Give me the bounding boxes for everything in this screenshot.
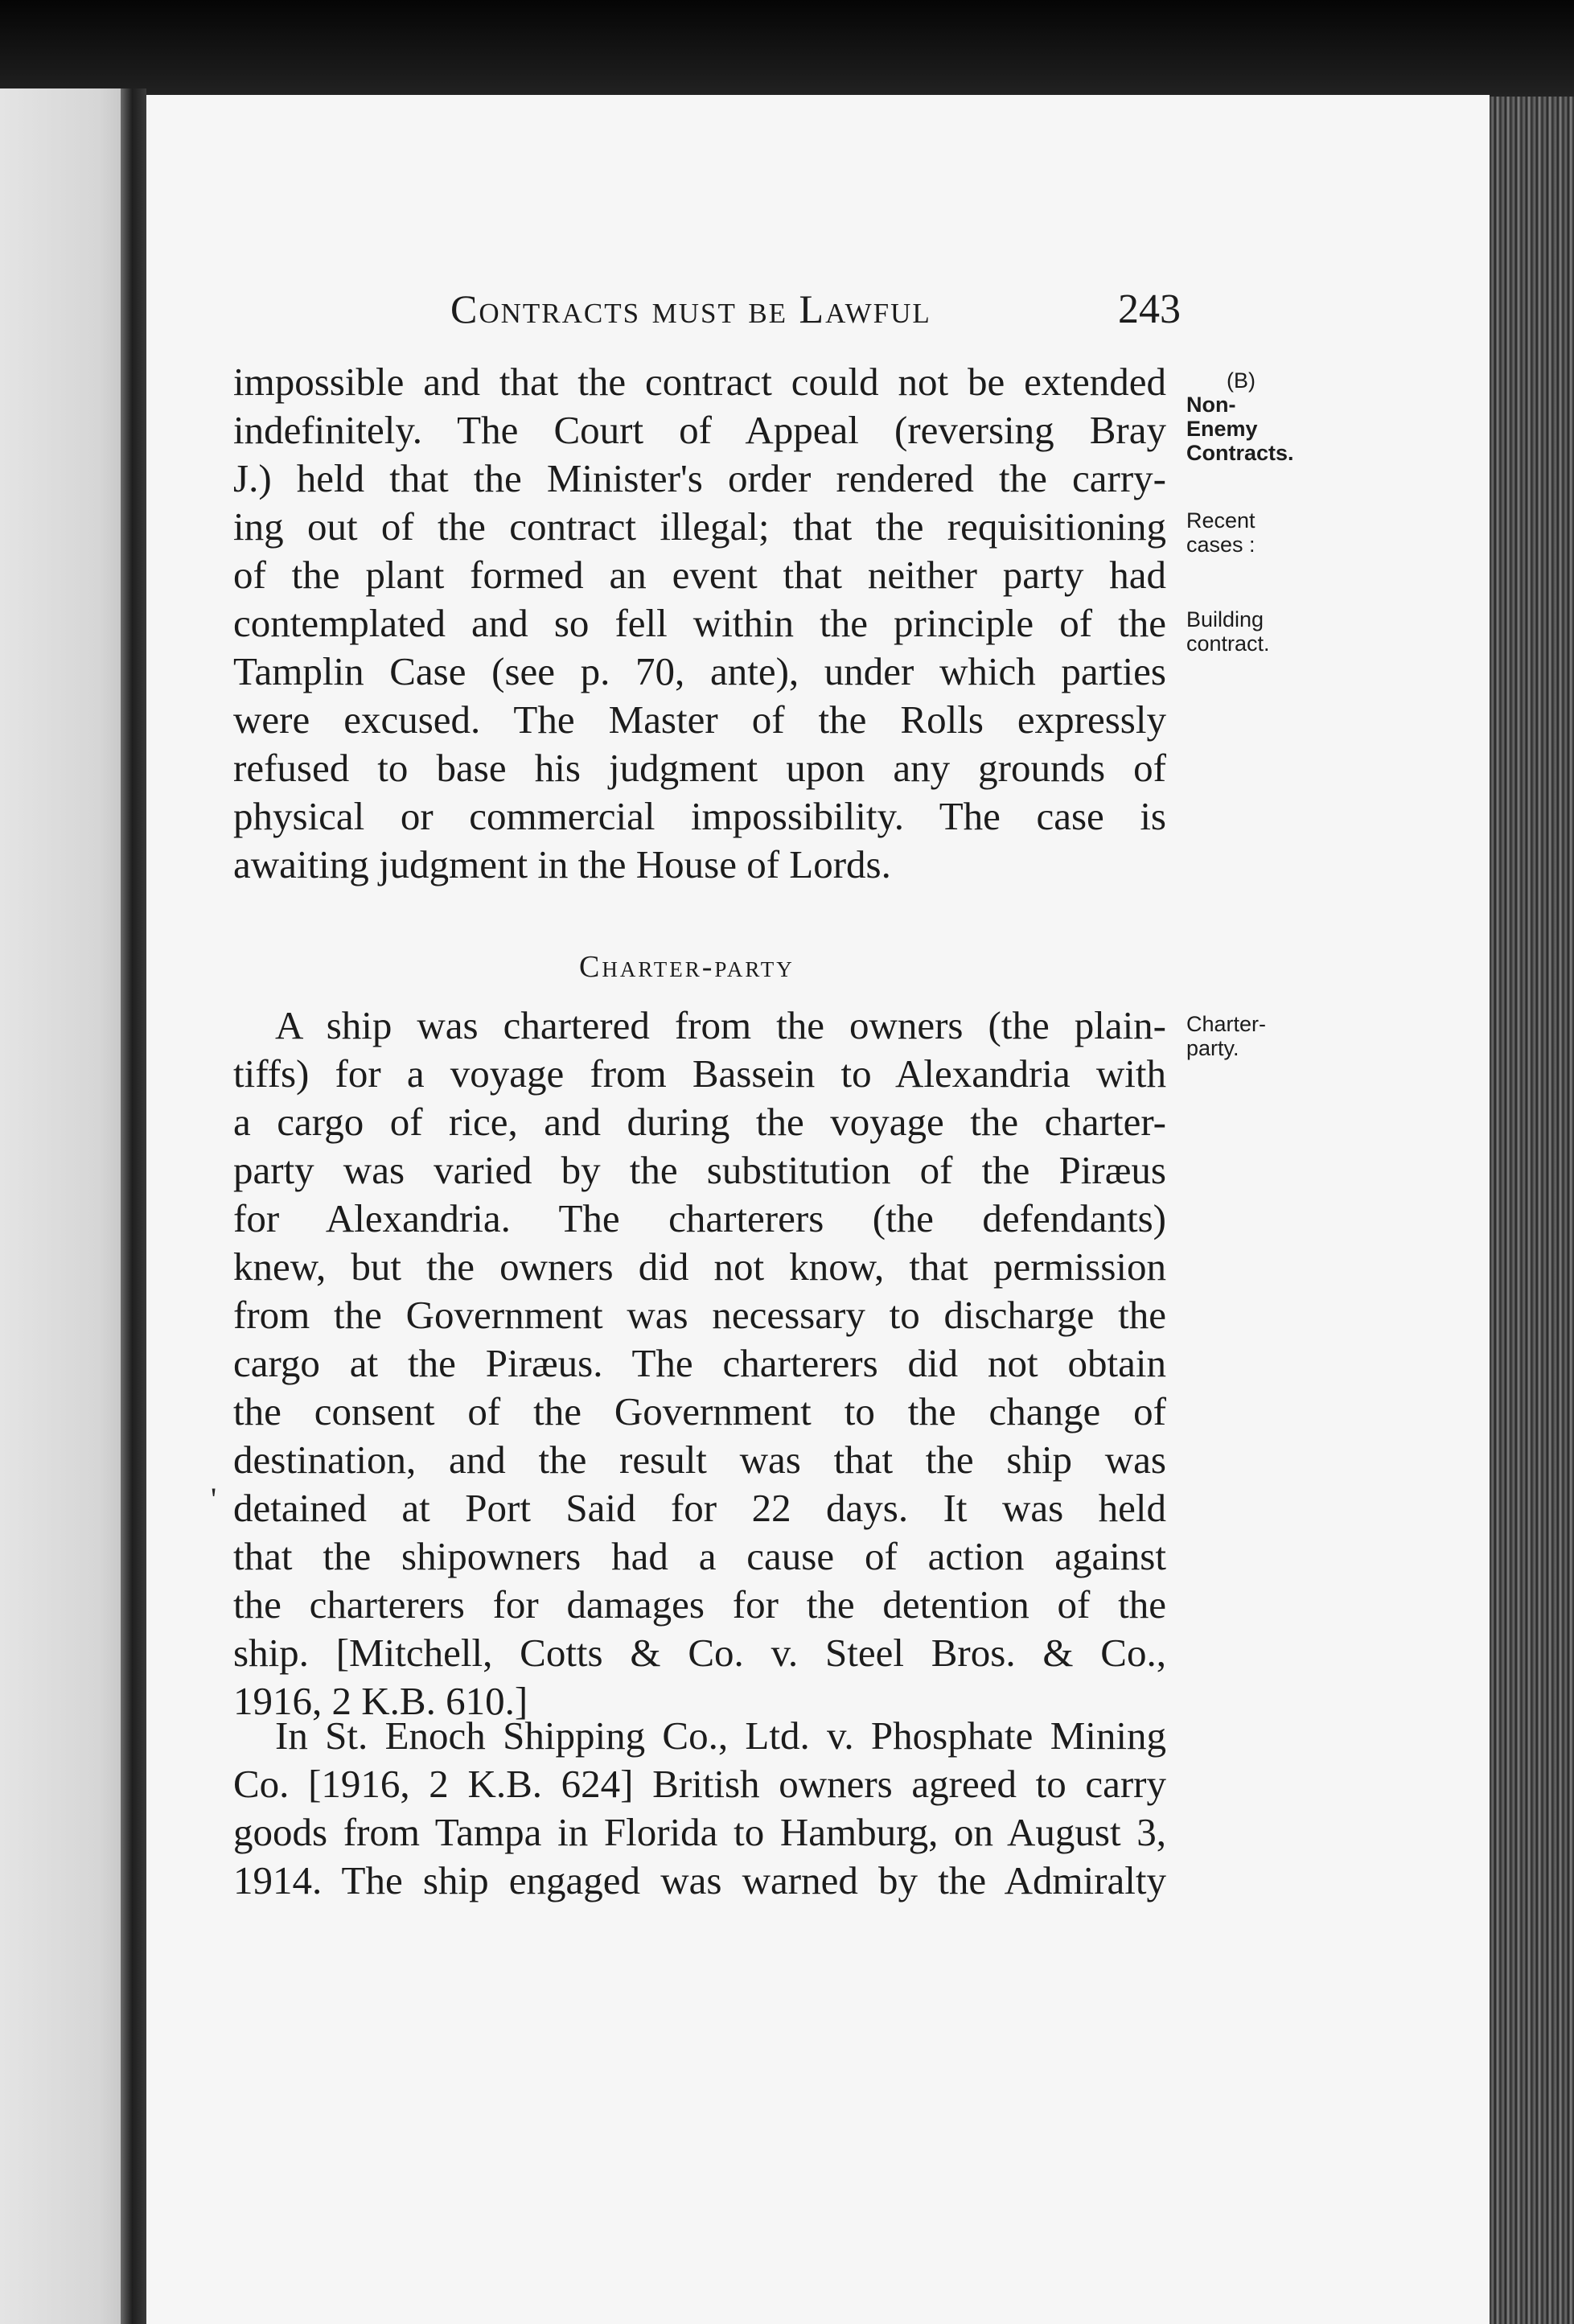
sidenote-line: Contracts. [1186,441,1294,465]
text-line: Co. [1916, 2 K.B. 624] British owners agreed to carry [233,1762,1166,1806]
text-line: for Alexandria. The charterers (the defendants) [233,1196,1166,1240]
text-line: detained at Port Said for 22 days. It was held [233,1486,1166,1530]
text-line: physical or commercial impossibility. The case is [233,794,1166,838]
text-line: A ship was chartered from the owners (the plain- [275,1003,1166,1047]
running-header: Contracts must be Lawful [450,286,931,331]
page-stack-edge [1490,97,1574,2324]
text-line: from the Government was necessary to discharge the [233,1293,1166,1337]
text-line: that the shipowners had a cause of action against [233,1534,1166,1578]
text-line: a cargo of rice, and during the voyage the charter- [233,1100,1166,1144]
sidenote-non-enemy [1186,368,1294,465]
text-line: indefinitely. The Court of Appeal (reversing Bray [233,408,1166,452]
text-line: contemplated and so fell within the principle of the [233,601,1166,645]
text-line: cargo at the Piræus. The charterers did not obtain [233,1341,1166,1385]
sidenote-line: Charter- [1186,1012,1267,1036]
paragraph-2 [233,1002,1166,1726]
text-line: refused to base his judgment upon any grounds of [233,746,1166,790]
binding-gutter [121,88,146,2324]
section-heading: Charter-party [579,950,795,984]
paragraph-1 [233,358,1166,889]
text-line: ing out of the contract illegal; that the requisitioning [233,504,1166,549]
text-line: of the plant formed an event that neither party had [233,553,1166,597]
text-line: ship. [Mitchell, Cotts & Co. v. Steel Bros. & Co., [233,1631,1166,1675]
sidenote-line: cases : [1186,533,1256,557]
sidenote-building-contract [1186,607,1270,656]
text-line: party was varied by the substitution of the Piræus [233,1148,1166,1192]
text-line: impossible and that the contract could not be extended [233,360,1166,404]
text-line: 1916, 2 K.B. 610.] [233,1679,528,1723]
text-line: Tamplin Case (see p. 70, ante), under which parties [233,649,1166,693]
sidenote-line: Non- [1186,393,1236,417]
text-line: J.) held that the Minister's order rendered the carry- [233,456,1166,500]
text-line: were excused. The Master of the Rolls expressly [233,697,1166,742]
page-number: 243 [1118,286,1181,332]
text-line: goods from Tampa in Florida to Hamburg, on August 3, [233,1810,1166,1854]
sidenote-line: Building [1186,607,1264,631]
text-line: 1914. The ship engaged was warned by the Admiralty [233,1858,1166,1902]
text-line: In St. Enoch Shipping Co., Ltd. v. Phosphate Mining [275,1713,1166,1758]
text-line: awaiting judgment in the House of Lords. [233,842,891,886]
sidenote-line: Enemy [1186,417,1258,441]
text-line: tiffs) for a voyage from Bassein to Alexandria with [233,1051,1166,1096]
text-line: the charterers for damages for the detention of the [233,1582,1166,1627]
paragraph-3 [233,1712,1166,1905]
margin-mark: ' [211,1481,217,1517]
text-line: destination, and the result was that the ship was [233,1438,1166,1482]
sidenote-line: contract. [1186,631,1270,656]
sidenote-charter-party [1186,1012,1266,1060]
sidenote-line: Recent [1186,508,1256,533]
sidenote-recent-cases [1186,508,1256,557]
sidenote-line: (B) [1227,368,1256,393]
text-line: the consent of the Government to the change of [233,1389,1166,1433]
text-line: knew, but the owners did not know, that permission [233,1244,1166,1289]
sidenote-line: party. [1186,1036,1239,1060]
facing-page-edge [0,88,141,2324]
